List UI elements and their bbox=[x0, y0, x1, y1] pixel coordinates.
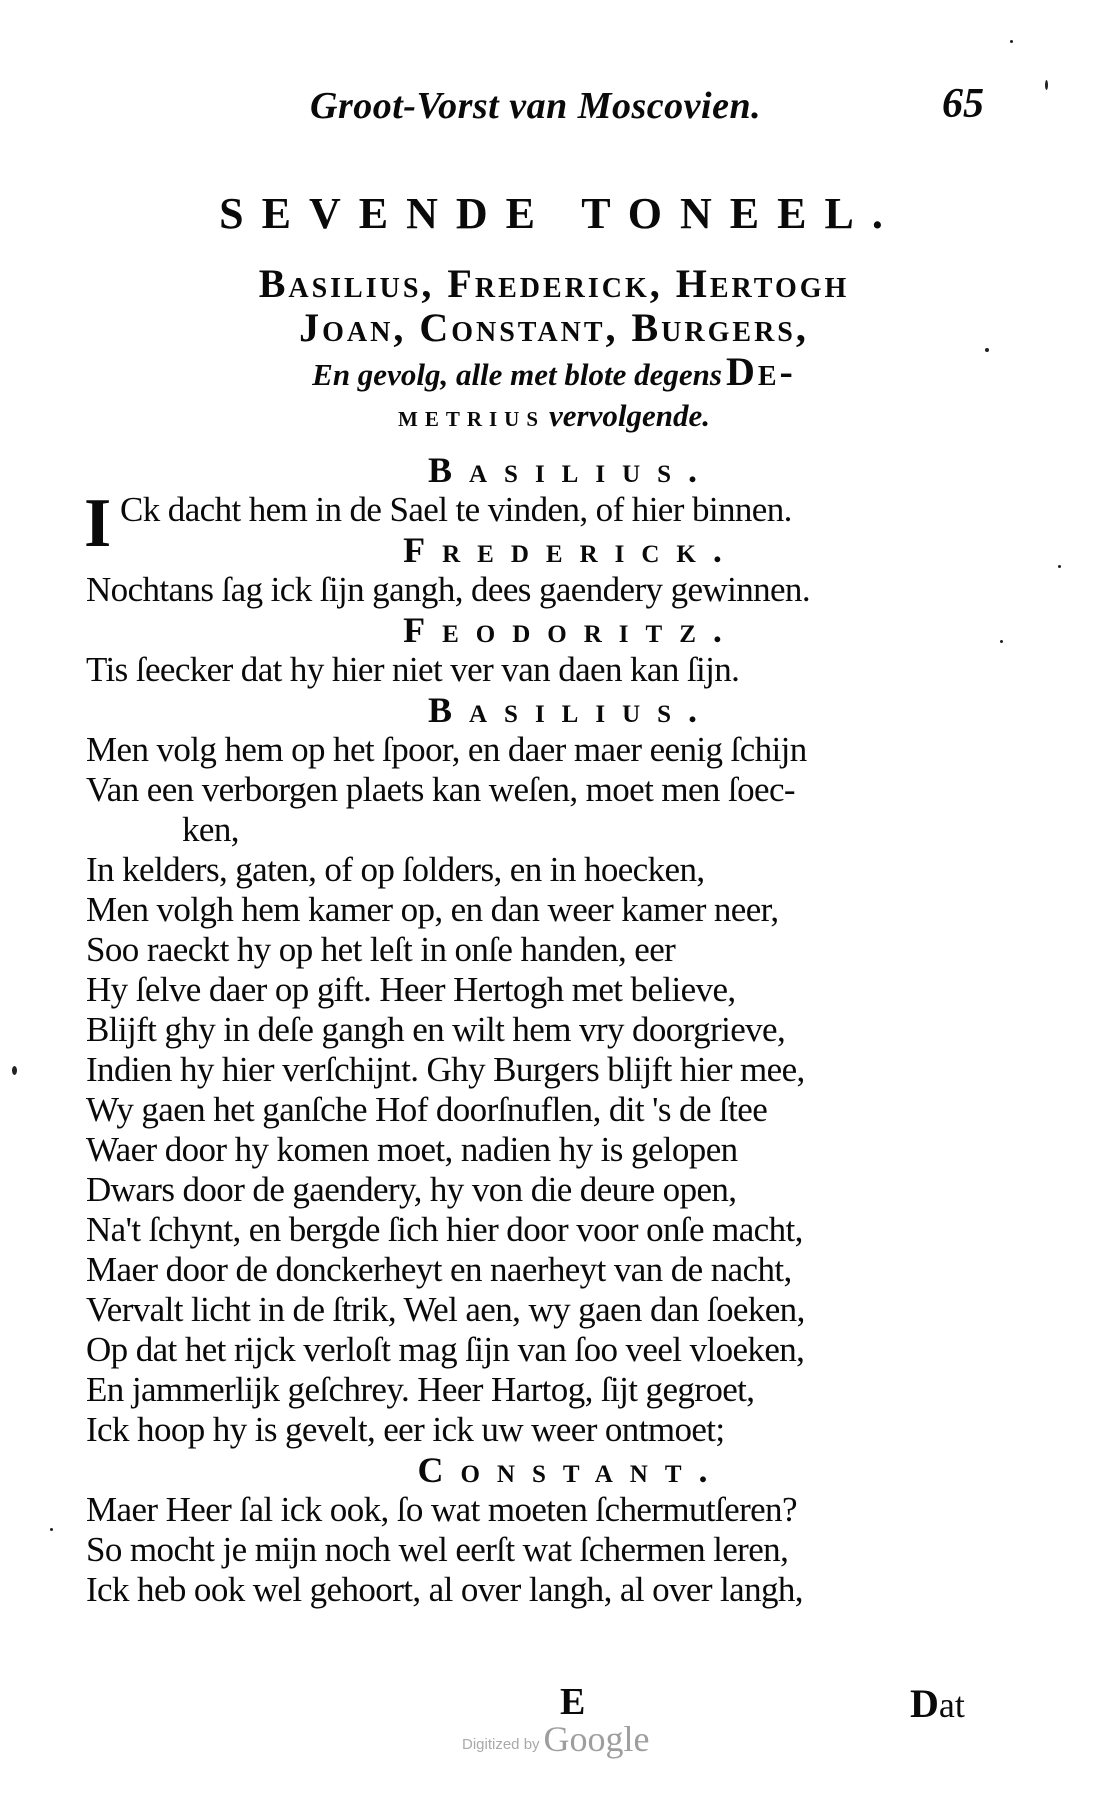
verse-line: Nochtans ſag ick ſijn gangh, dees gaendery gewinnen. bbox=[86, 570, 810, 609]
verse-line: Tis ſeecker dat hy hier niet ver van daen kan ſijn. bbox=[86, 650, 740, 689]
stage-direction-italic: vervolgende. bbox=[549, 398, 710, 433]
running-title: Groot-Vorst van Moscovien. bbox=[310, 85, 762, 127]
speaker-name: Feodoritz. bbox=[403, 610, 739, 650]
scan-speck bbox=[50, 1528, 53, 1531]
verse-line: So mocht je mijn noch wel eerſt wat ſchermen leren, bbox=[86, 1530, 789, 1569]
verse-line: Dwars door de gaendery, hy von die deure open, bbox=[86, 1170, 737, 1209]
verse-line: Men volg hem op het ſpoor, en daer maer eenig ſchijn bbox=[86, 730, 807, 769]
verse-line: Soo raeckt hy op het leſt in onſe handen, eer bbox=[86, 930, 676, 969]
scan-speck bbox=[985, 348, 989, 352]
scan-speck bbox=[12, 1066, 17, 1075]
verse-line: Waer door hy komen moet, nadien hy is gelopen bbox=[86, 1130, 738, 1169]
cast-list bbox=[0, 262, 1108, 438]
stage-direction-name-part: De- bbox=[725, 349, 796, 394]
stage-direction bbox=[0, 350, 1108, 394]
verse-line: ken, bbox=[182, 810, 239, 849]
dialogue-block bbox=[86, 450, 1026, 1610]
signature-mark: E bbox=[560, 1681, 586, 1723]
verse-line: Na't ſchynt, en bergde ſich hier door voor onſe macht, bbox=[86, 1210, 803, 1249]
cast-line: Basilius, Frederick, Hertogh bbox=[258, 261, 850, 306]
verse-line: Indien hy hier verſchijnt. Ghy Burgers blijft hier mee, bbox=[86, 1050, 805, 1089]
scan-speck bbox=[1058, 565, 1061, 568]
verse-line: In kelders, gaten, of op ſolders, en in hoecken, bbox=[86, 850, 705, 889]
scan-speck bbox=[1000, 640, 1003, 643]
watermark-prefix: Digitized by bbox=[462, 1736, 540, 1753]
verse-line: Wy gaen het ganſche Hof doorſnuflen, dit 's de ſtee bbox=[86, 1090, 768, 1129]
stage-direction-italic: En gevolg, alle met blote degens bbox=[312, 357, 722, 392]
catchword-rest: at bbox=[938, 1685, 965, 1725]
scan-speck bbox=[1045, 80, 1048, 90]
verse-line: Maer Heer ſal ick ook, ſo wat moeten ſchermutſeren? bbox=[86, 1490, 797, 1529]
drop-cap: I bbox=[84, 485, 111, 562]
verse-line: Op dat het rijck verloſt mag ſijn van ſoo veel vloeken, bbox=[86, 1330, 805, 1369]
verse-line: Maer door de donckerheyt en naerheyt van de nacht, bbox=[86, 1250, 792, 1289]
catchword-initial: D bbox=[910, 1681, 939, 1726]
verse-text: Ck dacht hem in de Sael te vinden, of hier binnen. bbox=[120, 490, 792, 529]
cast-line: Joan, Constant, Burgers, bbox=[299, 305, 809, 350]
scan-speck bbox=[1010, 40, 1013, 43]
watermark-brand-logo: Google bbox=[543, 1719, 650, 1759]
verse-line: Vervalt licht in de ſtrik, Wel aen, wy gaen dan ſoeken, bbox=[86, 1290, 805, 1329]
scene-title: SEVENDE TONEEL. bbox=[219, 189, 901, 238]
catchword bbox=[910, 1680, 965, 1727]
verse-line: Men volgh hem kamer op, en dan weer kamer neer, bbox=[86, 890, 779, 929]
verse-line: Hy ſelve daer op gift. Heer Hertogh met believe, bbox=[86, 970, 736, 1009]
verse-line: En jammerlijk geſchrey. Heer Hartog, ſijt gegroet, bbox=[86, 1370, 755, 1409]
verse-line: Ick heb ook wel gehoort, al over langh, al over langh, bbox=[86, 1570, 803, 1609]
speaker-name: Basilius. bbox=[427, 690, 715, 730]
stage-direction-name-part: metrius bbox=[398, 400, 546, 433]
speaker-name: Basilius. bbox=[427, 450, 715, 490]
digitization-watermark bbox=[462, 1718, 650, 1760]
verse-line: Blijft ghy in deſe gangh en wilt hem vry doorgrieve, bbox=[86, 1010, 786, 1049]
page-number: 65 bbox=[942, 81, 984, 127]
speaker-name: Constant. bbox=[417, 1450, 725, 1490]
verse-line: Ick hoop hy is gevelt, eer ick uw weer ontmoet; bbox=[86, 1410, 725, 1449]
speaker-name: Frederick. bbox=[403, 530, 739, 570]
verse-line: Van een verborgen plaets kan weſen, moet men ſoec- bbox=[86, 770, 795, 809]
stage-direction-continued bbox=[0, 394, 1108, 438]
